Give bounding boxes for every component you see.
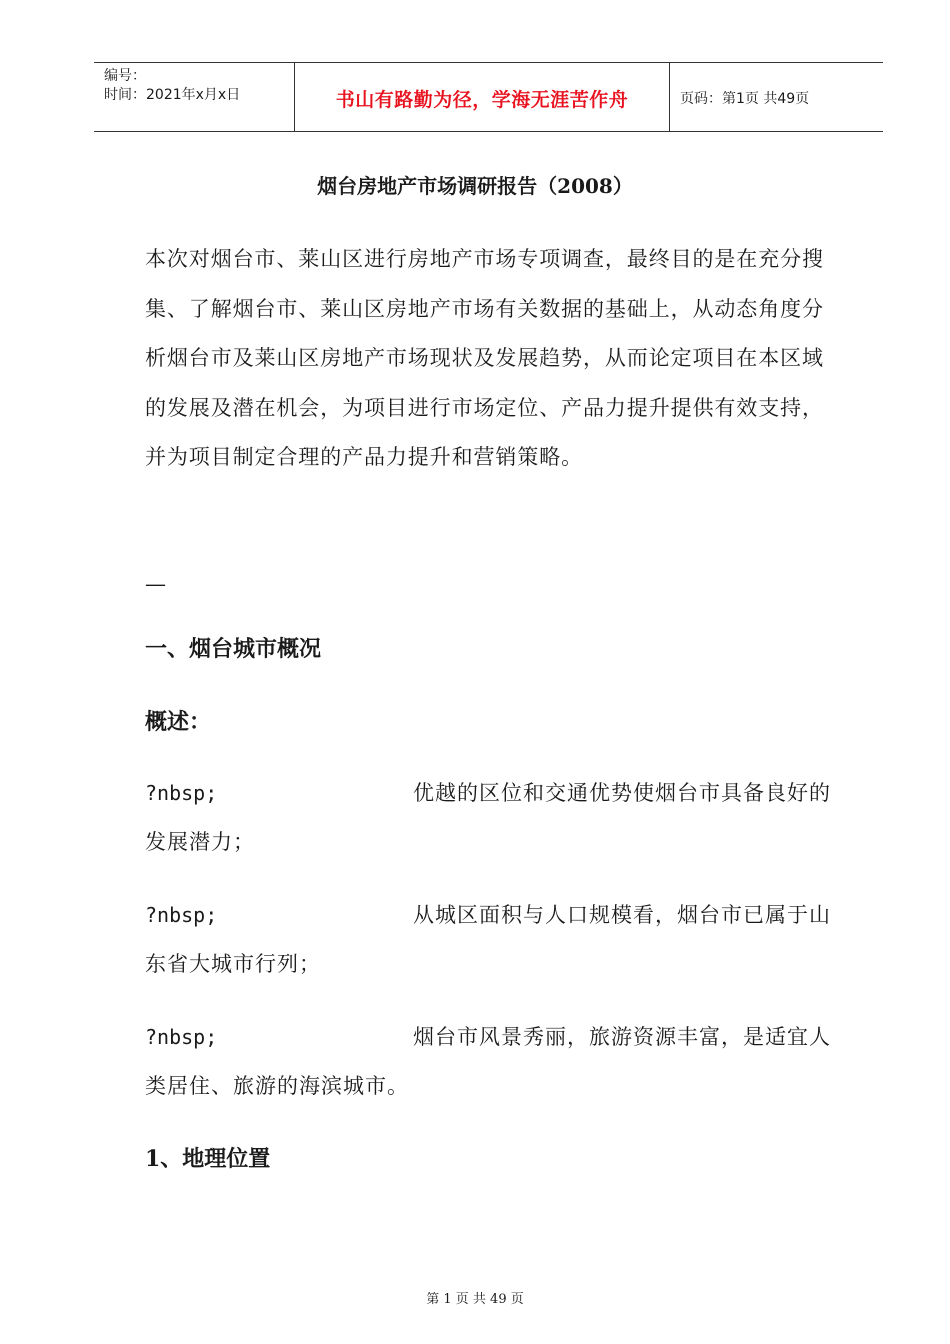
list-item xyxy=(145,769,835,867)
list-item xyxy=(145,891,835,989)
list-item xyxy=(145,1013,835,1111)
intro-paragraph: 本次对烟台市、莱山区进行房地产市场专项调查，最终目的是在充分搜集、了解烟台市、莱山区房地产市场有关数据的基础上，从动态角度分析烟台市及莱山区房地产市场现状及发展趋势，从而论定项目在本区域的发展及潜在机会，为项目进行市场定位、产品力提升提供有效支持，并为项目制定合理的产品力提升和营销策略。 xyxy=(145,247,824,470)
header-motto: 书山有路勤为径，学海无涯苦作舟 xyxy=(335,89,629,111)
overview-heading: 概述： xyxy=(145,709,212,735)
document-title: 烟台房地产市场调研报告（2008） xyxy=(317,174,633,198)
bullet-text: 优越的区位和交通优势使烟台市具备良好的发展潜力； xyxy=(145,781,831,854)
page-header-table xyxy=(94,62,883,132)
header-page-cell xyxy=(670,63,883,131)
header-meta-cell xyxy=(94,63,294,131)
bullet-marker: ?nbsp; xyxy=(145,903,218,927)
document-number-label: 编号： xyxy=(104,68,146,84)
bullet-text: 从城区面积与人口规模看，烟台市已属于山东省大城市行列； xyxy=(145,903,831,976)
page-footer: 第 1 页 共 49 页 xyxy=(426,1292,524,1307)
separator-dash: — xyxy=(145,572,166,596)
subsection-heading-location: 1、地理位置 xyxy=(145,1146,271,1172)
header-page-info: 页码：第1页 共49页 xyxy=(680,91,810,107)
bullet-marker: ?nbsp; xyxy=(145,781,218,805)
document-time-label: 时间：2021年x月x日 xyxy=(104,87,241,103)
bullet-marker: ?nbsp; xyxy=(145,1025,218,1049)
header-motto-cell xyxy=(294,63,670,131)
bullet-text: 烟台市风景秀丽，旅游资源丰富，是适宜人类居住、旅游的海滨城市。 xyxy=(145,1025,831,1098)
section-heading-city-overview: 一、烟台城市概况 xyxy=(145,636,322,662)
